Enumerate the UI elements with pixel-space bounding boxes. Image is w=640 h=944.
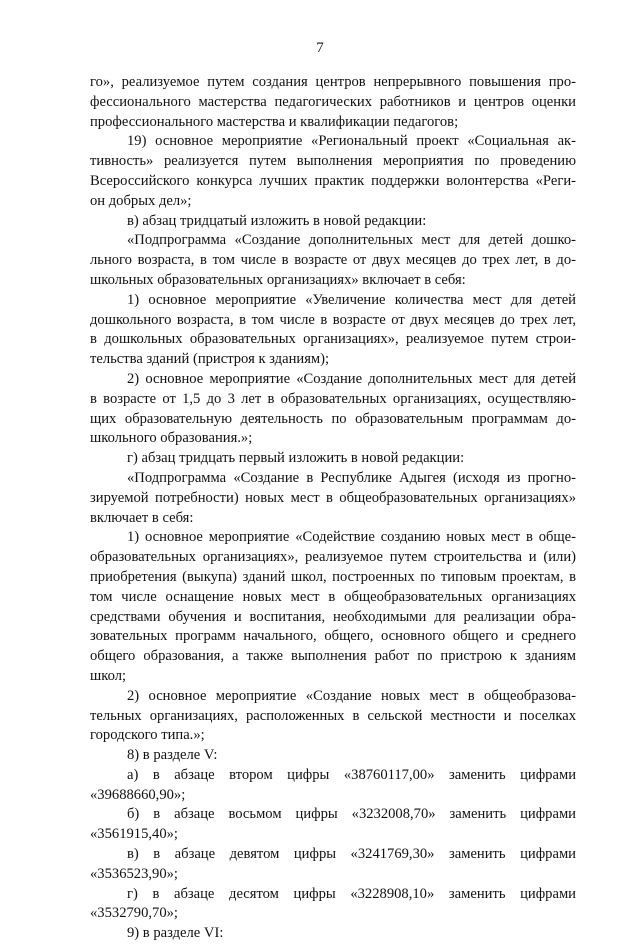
text-line: приобретения (выкупа) зданий школ, построенных по типовым проектам, в xyxy=(90,568,576,585)
text-line: школьного образования.»; xyxy=(90,430,253,447)
text-line: а) в абзаце втором цифры «38760117,00» заменить цифрами xyxy=(127,766,576,783)
text-line: общего образования, а также выполнения работ по пристрою к зданиям xyxy=(90,648,576,665)
text-line: образовательных организациях», реализуемое путем строительства и (или) xyxy=(90,549,576,566)
text-line: 19) основное мероприятие «Региональный проект «Социальная ак- xyxy=(127,133,576,150)
text-line: дошкольного возраста, в том числе в возрасте от двух месяцев до трех лет, xyxy=(90,311,576,328)
text-line: льного возраста, в том числе в возрасте от двух месяцев до трех лет, в до- xyxy=(90,252,576,269)
text-line: зовательных программ начального, общего, основного общего и среднего xyxy=(90,628,576,645)
document-body xyxy=(90,73,576,944)
text-line: «3561915,40»; xyxy=(90,826,178,843)
text-line: тельных организациях, расположенных в сельской местности и поселках xyxy=(90,707,576,724)
text-line: г) в абзаце десятом цифры «3228908,10» заменить цифрами xyxy=(127,885,576,902)
text-line: «39688660,90»; xyxy=(90,786,186,803)
text-line: включает в себя: xyxy=(90,509,194,526)
text-line: б) в абзаце восьмом цифры «3232008,70» заменить цифрами xyxy=(127,806,576,823)
text-line: зируемой потребности) новых мест в общеобразовательных организациях» xyxy=(90,489,576,506)
text-line: 9) в разделе VI: xyxy=(127,925,224,942)
text-line: 1) основное мероприятие «Увеличение количества мест для детей xyxy=(127,291,576,308)
text-line: 2) основное мероприятие «Создание новых мест в общеобразова- xyxy=(127,687,576,704)
text-line: школ; xyxy=(90,667,127,684)
text-line: Всероссийского конкурса лучших практик поддержки волонтерства «Реги- xyxy=(90,172,576,189)
text-line: в дошкольных образовательных организациях», реализуемое путем строи- xyxy=(90,331,576,348)
text-line: он добрых дел»; xyxy=(90,192,192,209)
text-line: 1) основное мероприятие «Содействие созданию новых мест в обще- xyxy=(127,529,576,546)
text-line: 8) в разделе V: xyxy=(127,747,218,764)
text-line: в) абзац тридцатый изложить в новой редакции: xyxy=(127,212,427,229)
text-line: городского типа.»; xyxy=(90,727,205,744)
text-line: фессионального мастерства педагогических работников и центров оценки xyxy=(90,93,576,110)
text-line: «3532790,70»; xyxy=(90,905,178,922)
text-line: тивность» реализуется путем выполнения мероприятия по проведению xyxy=(90,153,576,170)
text-line: том числе оснащение новых мест в общеобразовательных организациях xyxy=(90,588,576,605)
text-line: го», реализуемое путем создания центров непрерывного повышения про- xyxy=(90,74,576,90)
text-line: в) в абзаце девятом цифры «3241769,30» заменить цифрами xyxy=(127,846,576,863)
text-line: школьных образовательных организациях» включает в себя: xyxy=(90,271,466,288)
text-line: щих образовательную деятельность по образовательным программам до- xyxy=(90,410,576,427)
text-line: «3536523,90»; xyxy=(90,865,178,882)
text-line: профессионального мастерства и квалификации педагогов; xyxy=(90,113,459,130)
page-number: 7 xyxy=(316,40,324,56)
text-line: в возрасте от 1,5 до 3 лет в образовательных организациях, осуществляю- xyxy=(90,390,576,407)
text-line: «Подпрограмма «Создание в Республике Адыгея (исходя из прогно- xyxy=(127,469,576,486)
text-line: средствами обучения и воспитания, необходимыми для реализации обра- xyxy=(90,608,576,625)
text-line: тельства зданий (пристроя к зданиям); xyxy=(90,351,330,368)
text-line: «Подпрограмма «Создание дополнительных мест для детей дошко- xyxy=(127,232,576,249)
text-line: г) абзац тридцать первый изложить в новой редакции: xyxy=(127,450,465,467)
text-line: 2) основное мероприятие «Создание дополнительных мест для детей xyxy=(127,370,576,387)
